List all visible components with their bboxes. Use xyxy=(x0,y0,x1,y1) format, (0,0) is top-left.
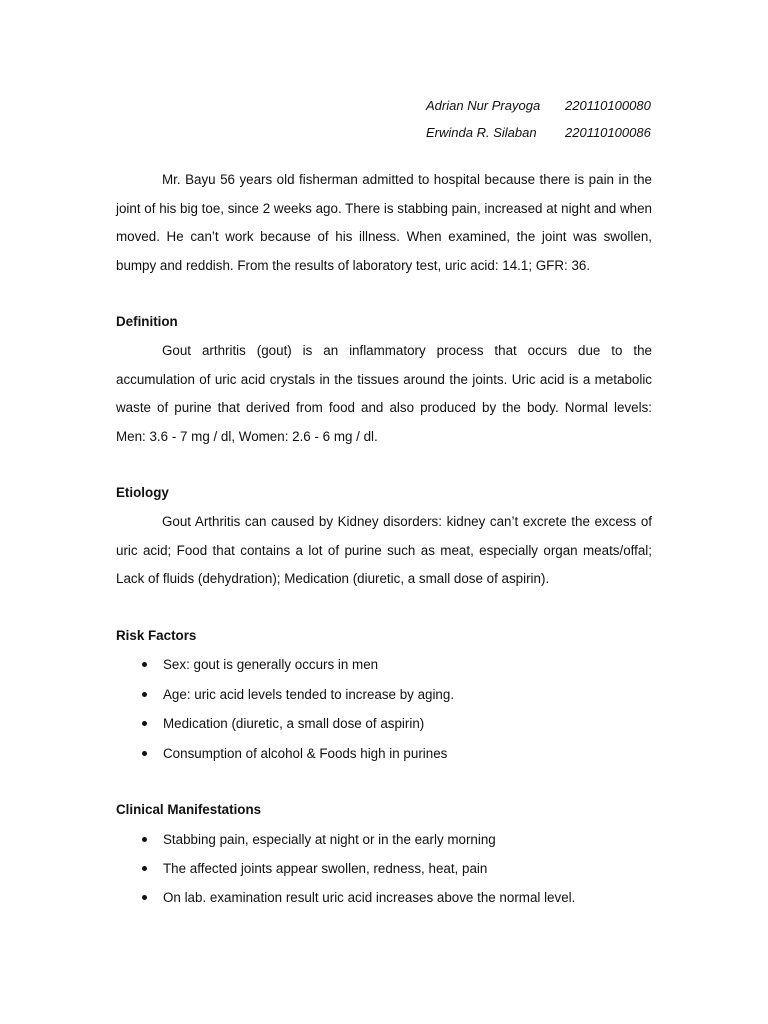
risk-factors-list xyxy=(116,650,652,768)
case-paragraph: Mr. Bayu 56 years old fisherman admitted to hospital because there is pain in the joint of his big toe, since 2 weeks ago. There is stabbing pain, increased at night and when moved. He can’t work because of his illness. When examined, the joint was swollen, bumpy and reddish. From the results of laboratory test, uric acid: 14.1; GFR: 36. xyxy=(116,172,652,273)
bullet-icon xyxy=(142,751,147,756)
bullet-icon xyxy=(142,837,147,842)
clinical-manifestations-heading: Clinical Manifestations xyxy=(116,801,262,817)
list-item-text: The affected joints appear swollen, redness, heat, pain xyxy=(163,860,488,876)
list-item-text: On lab. examination result uric acid increases above the normal level. xyxy=(163,890,576,906)
risk-factors-heading: Risk Factors xyxy=(116,627,197,643)
author-row xyxy=(426,92,651,119)
bullet-icon xyxy=(142,662,147,667)
author-name: Erwinda R. Silaban xyxy=(426,125,537,140)
list-item xyxy=(116,739,652,768)
author-name: Adrian Nur Prayoga xyxy=(426,98,541,113)
list-item xyxy=(116,854,652,883)
bullet-icon xyxy=(142,866,147,871)
definition-heading: Definition xyxy=(116,314,178,330)
clinical-manifestations-list xyxy=(116,825,652,913)
document-body xyxy=(116,166,652,913)
author-id: 220110100086 xyxy=(565,125,651,140)
definition-paragraph: Gout arthritis (gout) is an inflammatory process that occurs due to the accumulation of uric acid crystals in the tissues around the joints. Uric acid is a metabolic waste of purine that derived from food and also produced by the body. Normal levels: Men: 3.6 - 7 mg / dl, Women: 2.6 - 6 mg / dl. xyxy=(116,342,652,444)
list-item xyxy=(116,709,652,738)
list-item xyxy=(116,825,652,854)
bullet-icon xyxy=(142,895,147,900)
bullet-icon xyxy=(142,692,147,697)
list-item-text: Medication (diuretic, a small dose of aspirin) xyxy=(163,716,425,732)
list-item xyxy=(116,650,652,679)
author-id: 220110100080 xyxy=(565,98,651,113)
list-item-text: Age: uric acid levels tended to increase by aging. xyxy=(163,686,455,702)
author-block xyxy=(426,92,651,146)
list-item-text: Stabbing pain, especially at night or in the early morning xyxy=(163,831,496,847)
list-item-text: Consumption of alcohol & Foods high in purines xyxy=(163,745,448,761)
author-row xyxy=(426,119,651,146)
list-item xyxy=(116,883,652,912)
etiology-heading: Etiology xyxy=(116,485,169,501)
list-item xyxy=(116,680,652,709)
etiology-paragraph: Gout Arthritis can caused by Kidney disorders: kidney can’t excrete the excess of uric acid; Food that contains a lot of purine such as meat, especially organ meats/offal; Lack of fluids (dehydration); Medication (diuretic, a small dose of aspirin). xyxy=(116,513,652,587)
bullet-icon xyxy=(142,721,147,726)
list-item-text: Sex: gout is generally occurs in men xyxy=(163,657,379,673)
